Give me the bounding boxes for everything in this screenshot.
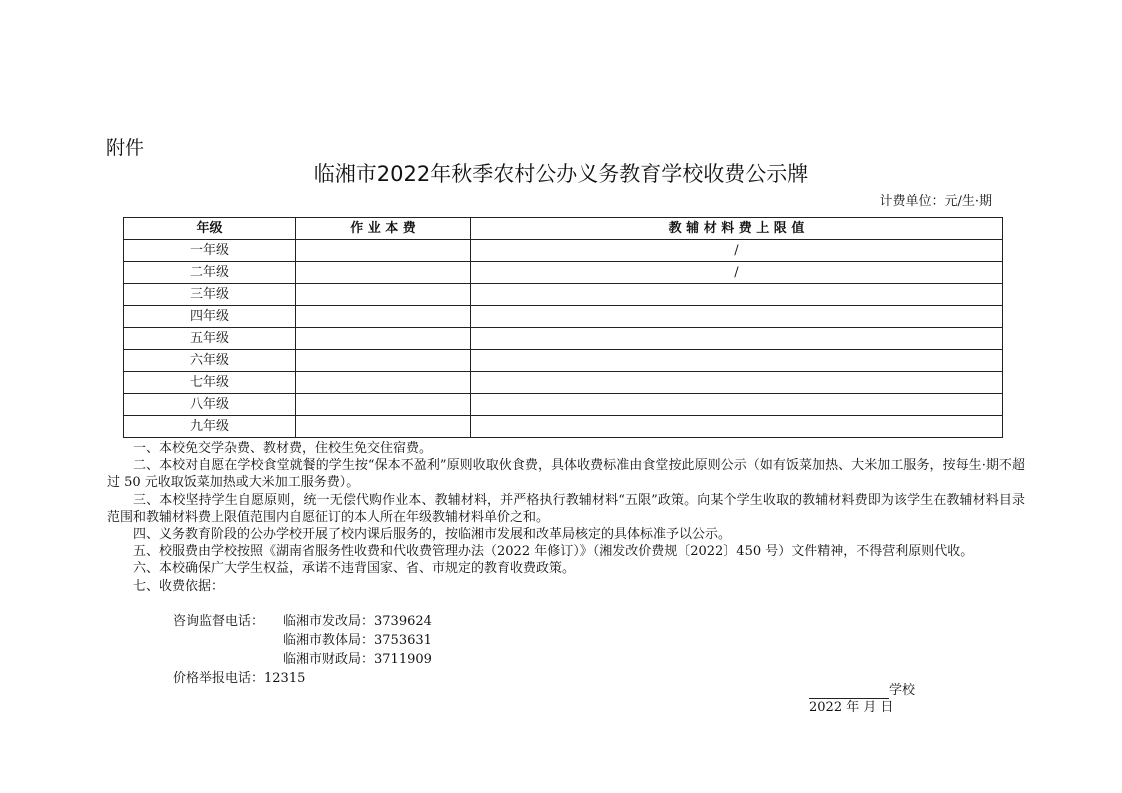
note-item: 六、本校确保广大学生权益，承诺不违背国家、省、市规定的教育收费政策。: [133, 561, 576, 577]
grade-cell: 七年级: [124, 372, 296, 394]
billing-unit: 计费单位：元/生·期: [879, 194, 992, 209]
grade-cell: 四年级: [124, 306, 296, 328]
signature-block: [809, 682, 915, 716]
table-row: [124, 328, 1003, 350]
page-title: 临湘市2022年秋季农村公办义务教育学校收费公示牌: [313, 162, 809, 186]
contact-row: [173, 669, 432, 688]
grade-cell: 二年级: [124, 262, 296, 284]
header-grade: 年级: [124, 218, 296, 240]
homework-fee-cell: [296, 372, 471, 394]
grade-cell: 九年级: [124, 416, 296, 438]
table-row: [124, 262, 1003, 284]
contact-row: [173, 650, 432, 669]
note-item: 三、本校坚持学生自愿原则，统一无偿代购作业本、教辅材料，并严格执行教辅材料“五限”政策。向某个学生收取的教辅材料费即为该学生在教辅材料目录范围和教辅材料费上限值范围内自愿征订的本人所在年级教辅材料单价之和。: [107, 492, 1025, 525]
homework-fee-cell: [296, 240, 471, 262]
contact-line: 临湘市教体局：3753631: [283, 633, 432, 648]
materials-cap-cell: [471, 416, 1003, 438]
note-item: 七、收费依据：: [133, 578, 225, 594]
table-row: [124, 372, 1003, 394]
materials-cap-cell: [471, 394, 1003, 416]
table-row: [124, 350, 1003, 372]
homework-fee-cell: [296, 306, 471, 328]
header-homework-fee: 作 业 本 费: [296, 218, 471, 240]
header-materials-cap: 教 辅 材 料 费 上 限 值: [471, 218, 1003, 240]
materials-cap-cell: [471, 328, 1003, 350]
contact-row: [173, 631, 432, 650]
signature-date: 2022 年 月 日: [809, 700, 894, 715]
contact-line: 临湘市财政局：3711909: [283, 652, 432, 667]
grade-cell: 五年级: [124, 328, 296, 350]
grade-cell: 一年级: [124, 240, 296, 262]
table-row: [124, 284, 1003, 306]
homework-fee-cell: [296, 394, 471, 416]
homework-fee-cell: [296, 262, 471, 284]
grade-cell: 八年级: [124, 394, 296, 416]
table-row: [124, 416, 1003, 438]
notes-section: [107, 440, 1025, 595]
grade-cell: 六年级: [124, 350, 296, 372]
grade-cell: 三年级: [124, 284, 296, 306]
materials-cap-cell: [471, 372, 1003, 394]
materials-cap-cell: [471, 306, 1003, 328]
contact-section: [173, 612, 432, 688]
report-phone-label: 价格举报电话：: [173, 671, 265, 686]
homework-fee-cell: [296, 350, 471, 372]
school-suffix: 学校: [889, 683, 916, 698]
materials-cap-cell: [471, 284, 1003, 306]
homework-fee-cell: [296, 328, 471, 350]
materials-cap-cell: [471, 350, 1003, 372]
report-phone-number: 12315: [264, 671, 306, 686]
homework-fee-cell: [296, 416, 471, 438]
supervision-phone-label: 咨询监督电话：: [173, 614, 265, 629]
note-item: 二、本校对自愿在学校食堂就餐的学生按“保本不盈利”原则收取伙食费，具体收费标准由食堂按此原则公示（如有饭菜加热、大米加工服务，按每生·期不超过 50 元收取饭菜加热或大米加工服务费）。: [107, 458, 1025, 491]
contact-row: [173, 612, 432, 631]
fee-table: [123, 217, 1003, 438]
materials-cap-cell: /: [471, 262, 1003, 284]
contact-line: 临湘市发改局：3739624: [283, 614, 432, 629]
note-item: 五、校服费由学校按照《湖南省服务性收费和代收费管理办法（2022 年修订）》（湘发改价费规〔2022〕450 号）文件精神，不得营利原则代收。: [133, 544, 974, 560]
table-row: [124, 240, 1003, 262]
materials-cap-cell: /: [471, 240, 1003, 262]
school-signature: [809, 682, 915, 699]
table-row: [124, 394, 1003, 416]
note-item: 一、本校免交学杂费、教材费，住校生免交住宿费。: [133, 441, 433, 456]
table-row: [124, 306, 1003, 328]
note-item: 四、义务教育阶段的公办学校开展了校内课后服务的，按临湘市发展和改革局核定的具体标准予以公示。: [133, 527, 732, 543]
signature-line: [809, 685, 889, 699]
homework-fee-cell: [296, 284, 471, 306]
attachment-label: 附件: [106, 137, 145, 159]
table-header-row: [124, 218, 1003, 240]
